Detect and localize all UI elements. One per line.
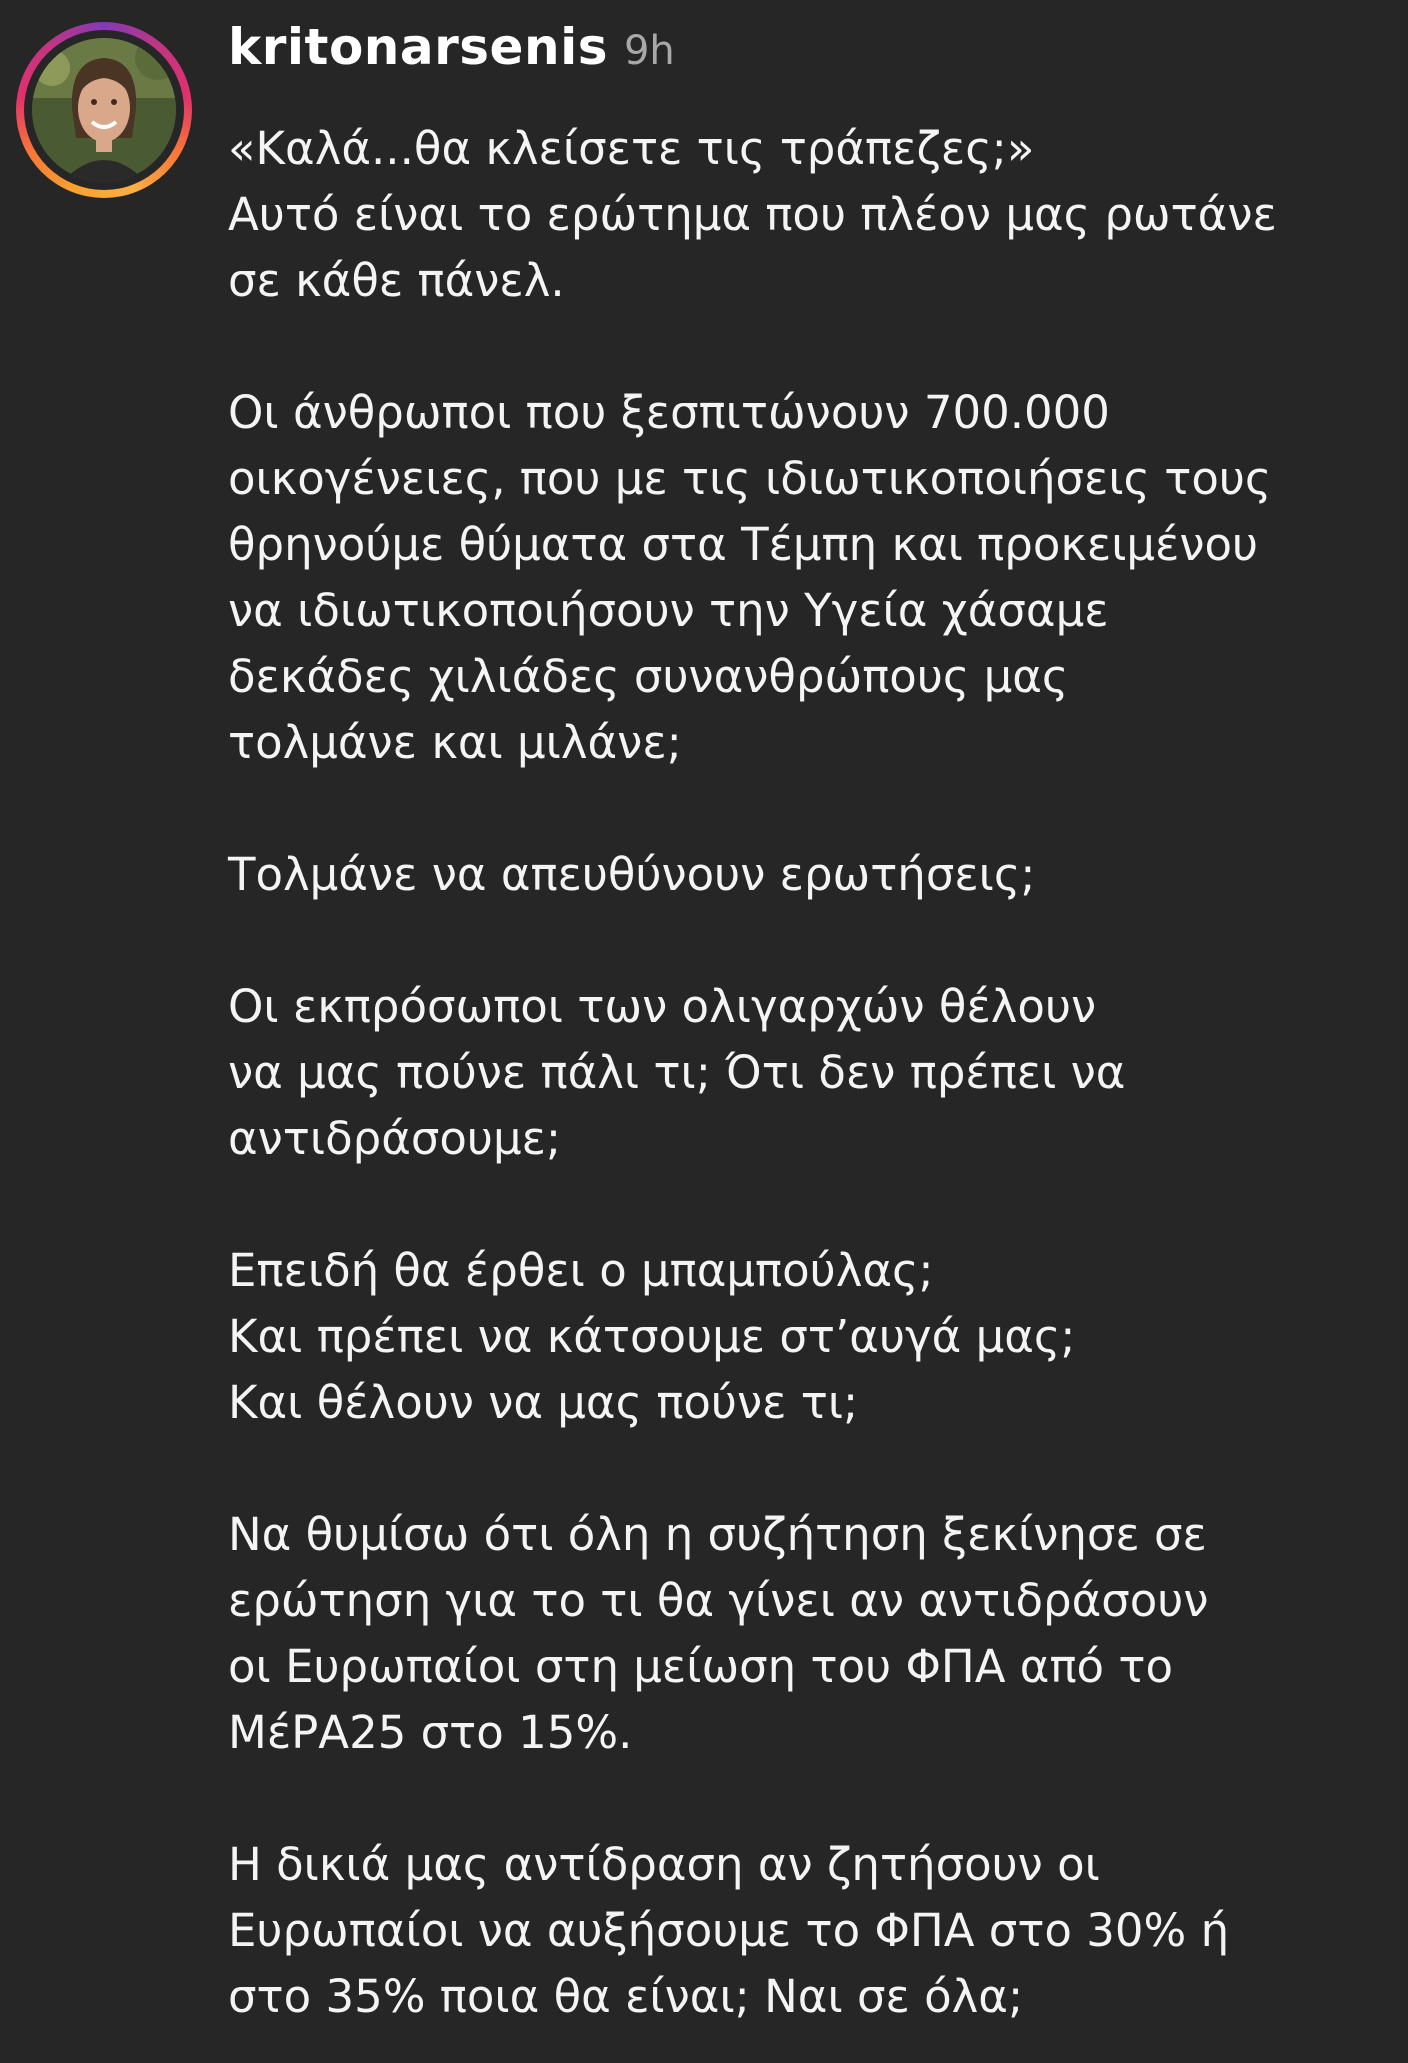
story-ring[interactable]: [16, 22, 192, 198]
caption-paragraph: [228, 380, 1348, 776]
caption-line: Οι εκπρόσωποι των ολιγαρχών θέλουν: [228, 980, 1097, 1033]
caption-line: θρηνούμε θύματα στα Τέμπη και προκειμένου: [228, 518, 1259, 571]
caption-paragraph: [228, 974, 1348, 1172]
caption-line: οικογένειες, που με τις ιδιωτικοποιήσεις τους: [228, 452, 1272, 505]
caption-line: στο 35% ποια θα είναι; Ναι σε όλα;: [228, 1970, 1024, 2023]
post-header: [228, 18, 675, 88]
caption-paragraph: [228, 1238, 1348, 1436]
timestamp: 9h: [623, 28, 675, 74]
caption-paragraph: [228, 116, 1348, 314]
caption-line: οι Ευρωπαίοι στη μείωση του ΦΠΑ από το: [228, 1640, 1173, 1693]
caption-line: να ιδιωτικοποιήσουν την Υγεία χάσαμε: [228, 584, 1109, 637]
caption-line: ερώτηση για το τι θα γίνει αν αντιδράσουν: [228, 1574, 1209, 1627]
caption-line: να μας πούνε πάλι τι; Ότι δεν πρέπει να: [228, 1046, 1126, 1099]
caption-line: Ευρωπαίοι να αυξήσουμε το ΦΠΑ στο 30% ή: [228, 1904, 1230, 1957]
caption-line: Επειδή θα έρθει ο μπαμπούλας;: [228, 1244, 934, 1297]
caption-text: [228, 116, 1348, 2030]
caption-line: Η δικιά μας αντίδραση αν ζητήσουν οι: [228, 1838, 1100, 1891]
caption-line: σε κάθε πάνελ.: [228, 254, 565, 307]
caption-line: «Καλά...θα κλείσετε τις τράπεζες;»: [228, 122, 1035, 175]
caption-paragraph: [228, 1502, 1348, 1766]
caption-paragraph: [228, 1832, 1348, 2030]
caption-line: Τολμάνε να απευθύνουν ερωτήσεις;: [228, 848, 1036, 901]
caption-paragraph: [228, 842, 1348, 908]
profile-photo-icon: [32, 38, 176, 182]
caption-line: αντιδράσουμε;: [228, 1112, 562, 1165]
caption-line: τολμάνε και μιλάνε;: [228, 716, 682, 769]
caption-line: Αυτό είναι το ερώτημα που πλέον μας ρωτάνε: [228, 188, 1277, 241]
caption-line: δεκάδες χιλιάδες συνανθρώπους μας: [228, 650, 1069, 703]
username[interactable]: kritonarsenis: [228, 18, 608, 76]
caption-line: Και πρέπει να κάτσουμε στ’αυγά μας;: [228, 1310, 1076, 1363]
caption-line: Και θέλουν να μας πούνε τι;: [228, 1376, 859, 1429]
avatar[interactable]: [32, 38, 176, 182]
caption-line: Οι άνθρωποι που ξεσπιτώνουν 700.000: [228, 386, 1110, 439]
caption-line: Να θυμίσω ότι όλη η συζήτηση ξεκίνησε σε: [228, 1508, 1207, 1561]
caption-line: ΜέΡΑ25 στο 15%.: [228, 1706, 633, 1759]
